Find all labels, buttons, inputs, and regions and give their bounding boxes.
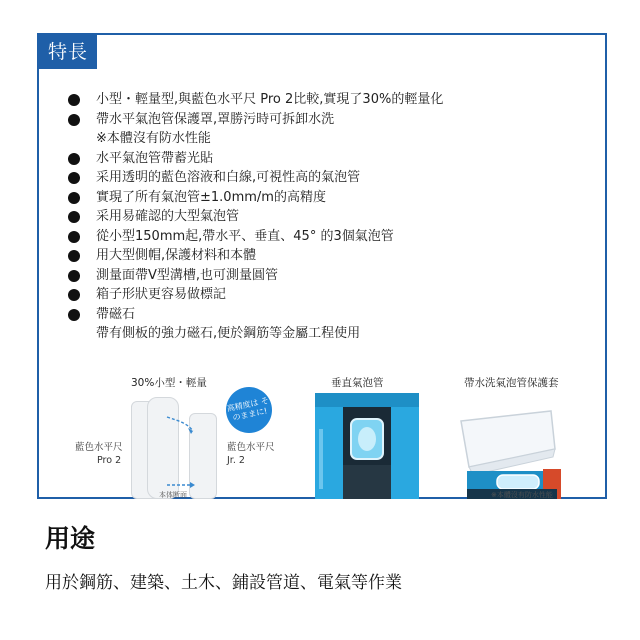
usage-title: 用途 (45, 524, 96, 553)
bullet-icon (68, 94, 80, 106)
vial-cover-icon (443, 393, 563, 499)
feature-text: 水平氣泡管帶蓄光貼 (96, 150, 214, 166)
feature-text: 測量面帶V型溝槽,也可測量圓管 (96, 267, 279, 283)
bullet-icon (68, 153, 80, 165)
pro2-label-line2: Pro 2 (97, 455, 122, 466)
feature-subtext: 帶有側板的強力磁石,便於鋼筋等金屬工程使用 (96, 326, 361, 341)
bullet-icon (68, 231, 80, 243)
feature-item (66, 227, 586, 247)
feature-subtext: ※本體沒有防水性能 (96, 131, 211, 146)
jr2-label-line1: 藍色水平尺 (227, 442, 275, 453)
badge-text: 高精度は そのままに! (226, 395, 270, 423)
bullet-icon (68, 309, 80, 321)
feature-item (66, 305, 586, 344)
feature-text: 帶磁石 (96, 306, 136, 322)
bullet-icon (68, 270, 80, 282)
bullet-icon (68, 250, 80, 262)
feature-text: 實現了所有氣泡管±1.0mm/m的高精度 (96, 189, 326, 205)
vertical-vial-caption: 垂直氣泡管 (331, 377, 384, 389)
vertical-vial-photo (311, 393, 423, 499)
feature-item (66, 246, 586, 266)
pro2-label-line1: 藍色水平尺 (75, 442, 123, 453)
high-accuracy-badge (222, 383, 277, 438)
features-title: 特長 (39, 35, 97, 69)
compare-caption: 30%小型・輕量 (131, 377, 207, 389)
bullet-icon (68, 211, 80, 223)
feature-text: 用大型側帽,保護材料和本體 (96, 248, 257, 263)
cover-caption: 帶水洗氣泡管保護套 (464, 377, 559, 389)
usage-text: 用於鋼筋、建築、土木、鋪設管道、電氣等作業 (45, 573, 402, 593)
cover-note: ※本體沒有防水性能 (491, 491, 553, 499)
bullet-icon (68, 192, 80, 204)
feature-text: 從小型150mm起,帶水平、垂直、45° 的3個氣泡管 (96, 228, 394, 244)
feature-item (66, 188, 586, 208)
feature-text: 帶水平氣泡管保護罩,罩勝污時可拆卸水洗 (96, 111, 335, 127)
feature-item (66, 149, 586, 169)
feature-item (66, 207, 586, 227)
feature-item (66, 90, 586, 110)
feature-item (66, 266, 586, 286)
level-vertical-vial-icon (311, 393, 423, 499)
feature-item (66, 110, 586, 149)
features-list (66, 90, 586, 344)
features-panel (37, 33, 607, 499)
feature-item (66, 285, 586, 305)
feature-text: 箱子形狀更容易做標記 (96, 287, 227, 302)
bullet-icon (68, 114, 80, 126)
feature-text: 采用易確認的大型氣泡管 (96, 209, 240, 224)
bullet-icon (68, 172, 80, 184)
vial-cover-photo (443, 393, 563, 499)
feature-item (66, 168, 586, 188)
cross-section-note: 本体断面 (159, 491, 187, 499)
illustration-strip (39, 373, 605, 499)
jr2-label-line2: Jr. 2 (227, 455, 245, 466)
bullet-icon (68, 289, 80, 301)
feature-text: 小型・輕量型,與藍色水平尺 Pro 2比較,實現了30%的輕量化 (96, 92, 444, 107)
compare-arrows-icon (165, 413, 197, 489)
feature-text: 采用透明的藍色溶液和白線,可視性高的氣泡管 (96, 170, 361, 185)
